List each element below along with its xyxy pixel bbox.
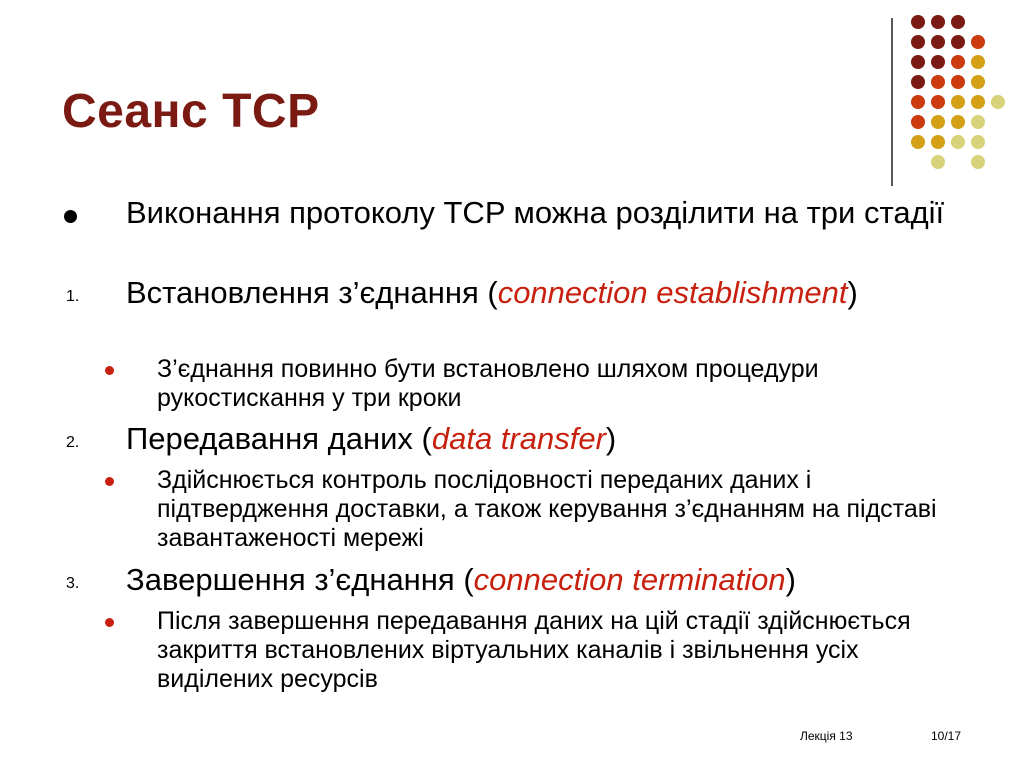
item-emphasis: data transfer [431,421,606,456]
sub-item-text: Здійснюється контроль послідовності переданих даних і підтвердження доставки, а також керування з’єднанням на підставі завантаженості мережі [157,466,937,552]
dot [971,135,985,149]
number-marker: 2. [66,434,80,451]
dot [931,35,945,49]
sub-bullet-icon [105,477,114,486]
dot [971,155,985,169]
dot [911,115,925,129]
item-text: Завершення з’єднання ( [126,562,474,597]
dot [971,95,985,109]
dot [931,135,945,149]
dot [971,55,985,69]
dot [911,35,925,49]
item-text-end: ) [847,275,858,310]
sub-item-text: Після завершення передавання даних на цій стадії здійснюється закриття встановлених віртуальних каналів і звільнення усіх виділених ресурсів [157,607,911,693]
dot [931,155,945,169]
item-text-end: ) [605,421,617,456]
dot [931,115,945,129]
item-text: Передавання даних ( [126,421,432,456]
dot [951,115,965,129]
dot [971,115,985,129]
slide-title: Сеанс TCP [62,85,320,138]
dot [951,15,965,29]
list-item-text: Виконання протоколу TCP можна розділити на три стадії [126,195,945,230]
bullet-icon [64,210,77,223]
sub-item-text: З’єднання повинно бути встановлено шляхом процедури рукостискання у три кроки [157,355,819,412]
dot [931,95,945,109]
footer-page-number: 10/17 [931,729,962,743]
dot [951,75,965,89]
dot [911,75,925,89]
decorative-dot-grid [0,0,1024,200]
list-item-text [126,276,956,310]
item-text: Встановлення з’єднання ( [126,275,498,310]
dot [971,75,985,89]
item-emphasis: connection establishment [497,275,848,310]
dot [951,55,965,69]
dot [911,55,925,69]
dot [931,15,945,29]
dot [951,95,965,109]
dot [911,135,925,149]
sub-bullet-icon [105,366,114,375]
item-text-end: ) [785,562,796,597]
number-marker: 3. [66,575,80,592]
dot [951,35,965,49]
footer-lecture: Лекція 13 [800,729,853,743]
dot [991,95,1005,109]
dot [911,15,925,29]
dot [971,35,985,49]
list-item-text [126,563,956,597]
dot [951,135,965,149]
number-marker: 1. [66,288,80,305]
sub-bullet-icon [105,618,114,627]
dot [911,95,925,109]
list-item-text [126,422,956,456]
dot [931,75,945,89]
item-emphasis: connection termination [473,562,786,597]
dot [931,55,945,69]
